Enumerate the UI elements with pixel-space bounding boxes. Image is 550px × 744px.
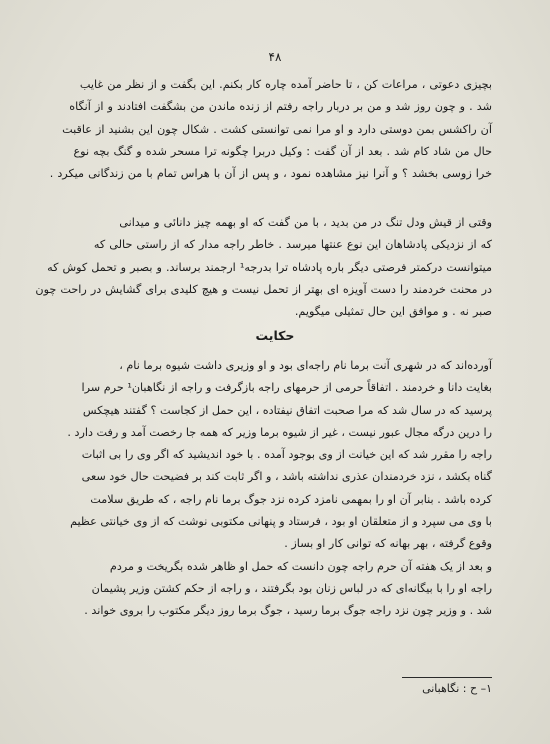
text-line: شد . و چون روز شد و من بر دربار راجه رفتم از زنده ماندن من بشگفت افتادند و از آنگاه [69,100,492,114]
text-line: در محنت خردمند را دست آویزه ای بهتر از تحمل نیست و هیچ کلیدی برای گشایش در راحت چون [35,282,492,296]
text-line: آورده‌اند که در شهری آنت برما نام راجه‌ای بود و او وزیری داشت شیوه برما نام ، [119,359,492,372]
text-line: کرده باشد . بنابر آن او را بمهمی نامزد کرده نزد جوگ برما نام راجه ، که طریق سلامت [90,492,492,506]
text-line: حال من شاد کام شد . بعد از آن گفت : وکیل دربرا چگونه ترا مسحر شده و گنگ بچه نوع [73,144,492,158]
footnote-divider [402,677,492,678]
paragraph-1 [49,74,492,185]
text-line: راجه او را با بیگانه‌ای که در لباس زنان بود بگرفتند ، و راجه از حکم کشتن وزیر پشیمان [91,581,492,595]
text-line: وقتی از قیش ودل تنگ در من بدید ، با من گفت که او بهمه چیز دانائی و میدانی [119,216,492,229]
section-heading: حکایت [255,328,295,343]
page-number: ۴۸ [268,50,282,64]
text-line: را درین درگه مجال عبور نیست ، غیر از شیوه برما وزیر که همه جا رخصت آمد و رفت دارد . [67,425,492,439]
footnote: ۱– ح : نگاهبانی [422,682,492,695]
text-line: که از نزدیکی پادشاهان این نوع عنتها میرسد . خاطر راجه مدار که از راستی حالی که [93,238,492,252]
text-line: و بعد از یک هفته آن حرم راجه چون دانست که حمل او ظاهر شده بگریخت و مردم [109,559,492,573]
text-line: شد . و وزیر چون نزد راجه جوگ برما رسید ، جوگ برما روز دیگر مکتوب را بروی خواند . [84,604,492,618]
paragraph-2 [35,212,492,323]
text-line: وقوع گرفته ، بهر بهانه که توانی کار او بساز . [284,537,492,551]
text-line: خرا زوسی بخشد ؟ و آنرا نیز مشاهده نمود ، و پس از آن با هراس تمام با من زندگانی میکرد . [49,167,492,181]
text-line: بچیزی دعوتی ، مراعات کن ، تا حاضر آمده چاره کار بکنم. این بگفت و از نظر من غایب [79,78,492,91]
text-line: میتوانست درکمتر فرصتی دیگر باره پادشاه ترا بدرجه¹ ارجمند برساند. و بصبر و تحمل کوش که [47,260,492,274]
text-line: صبر نه . و موافق این حال تمثیلی میگویم. [294,305,492,319]
text-line: با وی می سپرد و از متعلقان او بود ، فرستاد و پنهانی مکتوبی نوشت که از وی خیانتی عظیم [70,515,492,529]
story-paragraphs [67,355,492,623]
text-line: گناه بکشد ، نزد خردمندان عذری نداشته باشد ، و اگر ثابت کند بر فضیحت حال خود سعی [81,470,492,484]
text-line: بغایت دانا و خردمند . اتفاقاً حرمی از حرمهای راجه بازگرفت و راجه از نگاهبان¹ حرم سرا [81,381,492,395]
text-line: پرسید که در سال شد که مرا صحبت اتفاق نیفتاده ، این حمل از کجاست ؟ گفتند هیچکس [82,403,492,417]
text-line: راجه را مقرر شد که این خیانت از وی بوجود آمده . با خود اندیشید که اگر وی را بی اثبات [81,448,492,462]
text-line: آن راکشس بمن دوستی دارد و او مرا نمی توانستی کشت . شکال چون این بشنید از عاقبت [62,122,492,136]
